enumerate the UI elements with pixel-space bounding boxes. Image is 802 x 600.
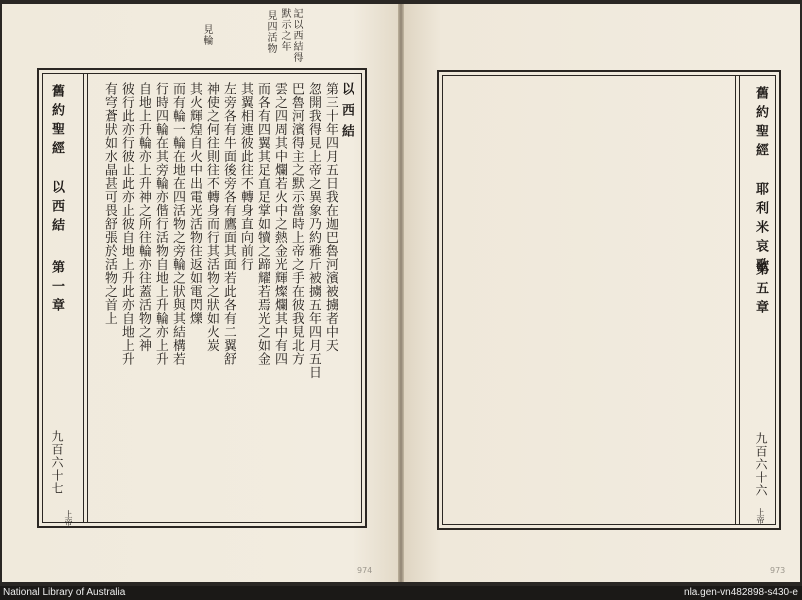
verse-column-4: 巴魯河濱得主之默示當時上帝之手在彼我見北方 <box>289 82 304 366</box>
verse-column-1: 以西結 <box>339 82 354 145</box>
verse-column-8: 左旁各有牛面後旁各有鷹面其面若此各有二翼舒 <box>221 82 236 366</box>
margin-note-1: 記以西結得 <box>291 8 302 63</box>
right-page-number: 九百六十六 <box>754 432 768 497</box>
verse-column-11: 而有輪一輪在地在四活物之旁輪之狀與其結構若 <box>170 82 185 366</box>
left-header-chapter: 第一章 <box>49 260 64 317</box>
verse-column-2: 第三十年四月五日我在迦巴魯河濱被擄者中天 <box>323 82 338 352</box>
verse-column-12: 行時四輪在其旁輪亦偕行活物自地上升輪亦上升 <box>153 82 168 366</box>
footer-bar <box>0 586 802 600</box>
footer-identifier: nla.gen-vn482898-s430-e <box>684 587 798 598</box>
pencil-number-left: 974 <box>357 566 373 575</box>
verse-column-3: 忽開我得見上帝之異象乃約雅斤被擄五年四月五日 <box>306 82 321 379</box>
right-page-frame <box>437 70 781 530</box>
verse-column-7: 其翼相連彼此往不轉身直向前行 <box>238 82 253 271</box>
verse-column-6: 而各有四翼其足直足掌如犢之蹄耀若焉光之如金 <box>255 82 270 366</box>
pencil-number-right: 973 <box>770 566 786 575</box>
right-header-chapter-title: 耶利米哀歌 <box>753 182 768 277</box>
left-page-frame <box>37 68 367 528</box>
left-header-chapter-title: 以西結 <box>49 180 64 237</box>
margin-note-3: 見四活物 <box>265 10 276 54</box>
verse-column-15: 有穹蒼狀如水晶甚可畏舒張於活物之首上 <box>102 82 117 325</box>
margin-note-2: 默示之年 <box>279 8 290 52</box>
right-header-book: 舊約聖經 <box>753 86 768 162</box>
verse-column-9: 神使之何往則往不轉身而行其活物之狀如火炭 <box>204 82 219 352</box>
footer-credit: National Library of Australia <box>3 587 126 598</box>
left-header-book: 舊約聖經 <box>49 84 64 160</box>
verse-column-5: 雲之四周其中爛若火中之熱金光輝燦爛其中有四 <box>272 82 287 366</box>
left-page-mark: 上帝 <box>64 510 73 526</box>
book-gutter <box>398 4 404 582</box>
verse-column-13: 自地上升輪亦上升神之所往輪亦往蓋活物之神 <box>136 82 151 352</box>
left-page-number: 九百六十七 <box>50 430 64 495</box>
right-page-mark: 上帝 <box>756 508 765 524</box>
verse-column-10: 其火輝煌自火中出電光活物往返如電閃爍 <box>187 82 202 325</box>
right-header-chapter: 第五章 <box>753 262 768 319</box>
margin-note-4: 見輪 <box>201 24 212 46</box>
verse-column-14: 彼行此亦行彼止此亦止彼自地上升此亦自地上升 <box>119 82 134 366</box>
